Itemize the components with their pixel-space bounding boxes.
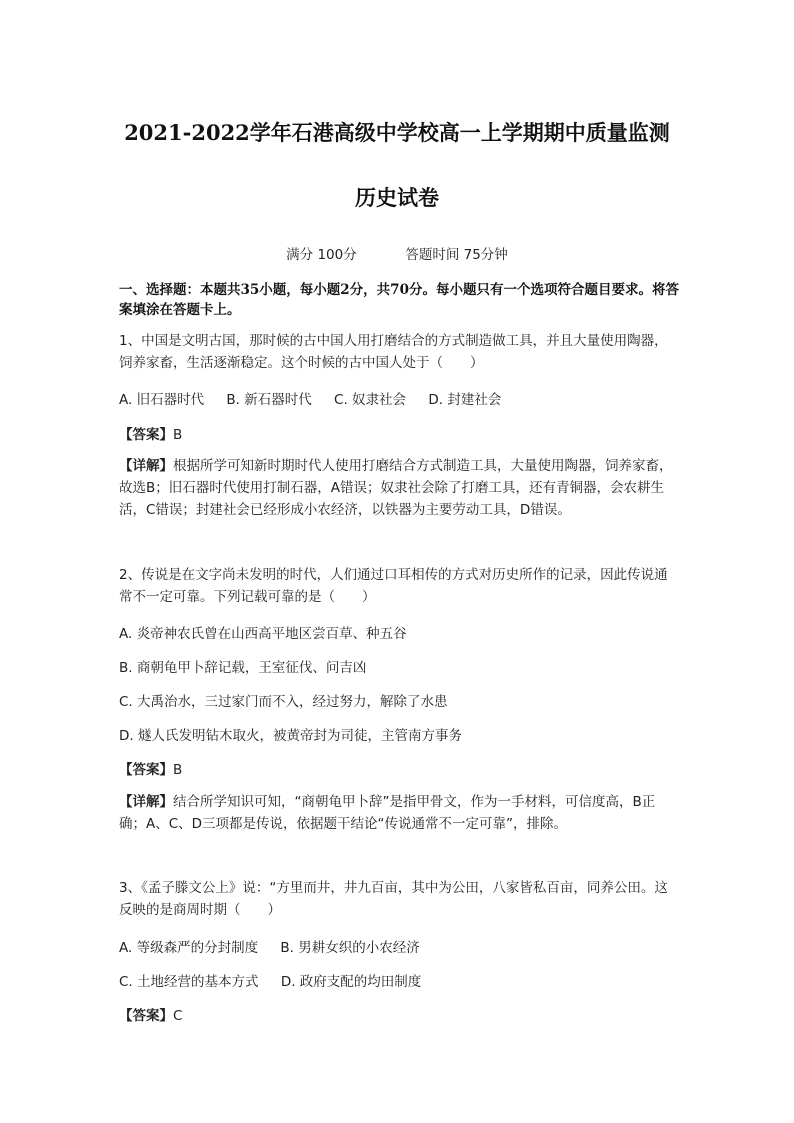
exam-meta bbox=[0, 243, 794, 263]
question-1-detail bbox=[119, 455, 679, 521]
question-2-stem: 2、传说是在文字尚未发明的时代，人们通过口耳相传的方式对历史所作的记录，因此传说通常不一定可靠。下列记载可靠的是（ ） bbox=[119, 567, 668, 605]
detail-text: 结合所学知识可知，“商朝龟甲卜辞”是指甲骨文，作为一手材料，可信度高，B正确；A、C、D三项都是传说，依据题干结论“传说通常不一定可靠”，排除。 bbox=[119, 794, 656, 832]
exam-duration: 答题时间 75分钟 bbox=[405, 247, 508, 263]
question-1-option-a: A. 旧石器时代 bbox=[119, 392, 205, 408]
question-2-detail bbox=[119, 791, 679, 835]
answer-value: B bbox=[173, 427, 183, 443]
detail-text: 根据所学可知新时期时代人使用打磨结合方式制造工具，大量使用陶器，饲养家畜，故选B；旧石器时代使用打制石器，A错误；奴隶社会除了打磨工具，还有青铜器，会农耕生活，C错误；封建社会已经形成小农经济，以铁器为主要劳动工具，D错误。 bbox=[119, 458, 673, 518]
question-1-option-c: C. 奴隶社会 bbox=[334, 392, 407, 408]
question-3-stem: 3、《孟子滕文公上》说：“方里而井，井九百亩，其中为公田，八家皆私百亩，同养公田。这反映的是商周时期（ ） bbox=[119, 880, 668, 918]
answer-tag: 【答案】 bbox=[119, 1008, 173, 1024]
question-1-option-d: D. 封建社会 bbox=[428, 392, 502, 408]
question-1-options bbox=[119, 388, 519, 408]
question-3-option-c: C. 土地经营的基本方式 bbox=[119, 974, 259, 990]
full-score: 满分 100分 bbox=[286, 247, 357, 263]
question-3-option-a: A. 等级森严的分封制度 bbox=[119, 940, 259, 956]
question-1-option-b: B. 新石器时代 bbox=[226, 392, 312, 408]
section-heading: 一、选择题：本题共35小题，每小题2分，共70分。每小题只有一个选项符合题目要求。将答案填涂在答题卡上。 bbox=[119, 282, 679, 318]
question-2-answer bbox=[119, 758, 182, 778]
question-2-option-a: A. 炎帝神农氏曾在山西高平地区尝百草、种五谷 bbox=[119, 626, 407, 642]
question-1-answer bbox=[119, 423, 182, 443]
answer-value: C bbox=[173, 1008, 183, 1024]
question-3-answer bbox=[119, 1004, 182, 1024]
answer-tag: 【答案】 bbox=[119, 427, 173, 443]
detail-tag: 【详解】 bbox=[119, 794, 173, 810]
page-subtitle: 历史试卷 bbox=[355, 185, 439, 210]
answer-tag: 【答案】 bbox=[119, 762, 173, 778]
question-3-options-row-2 bbox=[119, 970, 439, 990]
answer-value: B bbox=[173, 762, 183, 778]
detail-tag: 【详解】 bbox=[119, 458, 173, 474]
question-3-option-b: B. 男耕女织的小农经济 bbox=[280, 940, 420, 956]
question-3-option-d: D. 政府支配的均田制度 bbox=[280, 974, 422, 990]
question-2-option-c: C. 大禹治水，三过家门而不入，经过努力，解除了水患 bbox=[119, 694, 448, 710]
page-title: 2021-2022学年石港高级中学校高一上学期期中质量监测 bbox=[124, 120, 670, 145]
question-2-option-b: B. 商朝龟甲卜辞记载，王室征伐、问吉凶 bbox=[119, 660, 367, 676]
question-3-options-row-1 bbox=[119, 936, 438, 956]
question-2-option-d: D. 燧人氏发明钻木取火，被黄帝封为司徒，主管南方事务 bbox=[119, 728, 462, 744]
question-1-stem: 1、中国是文明古国，那时候的古中国人用打磨结合的方式制造做工具，并且大量使用陶器，饲养家畜，生活逐渐稳定。这个时候的古中国人处于（ ） bbox=[119, 333, 668, 371]
